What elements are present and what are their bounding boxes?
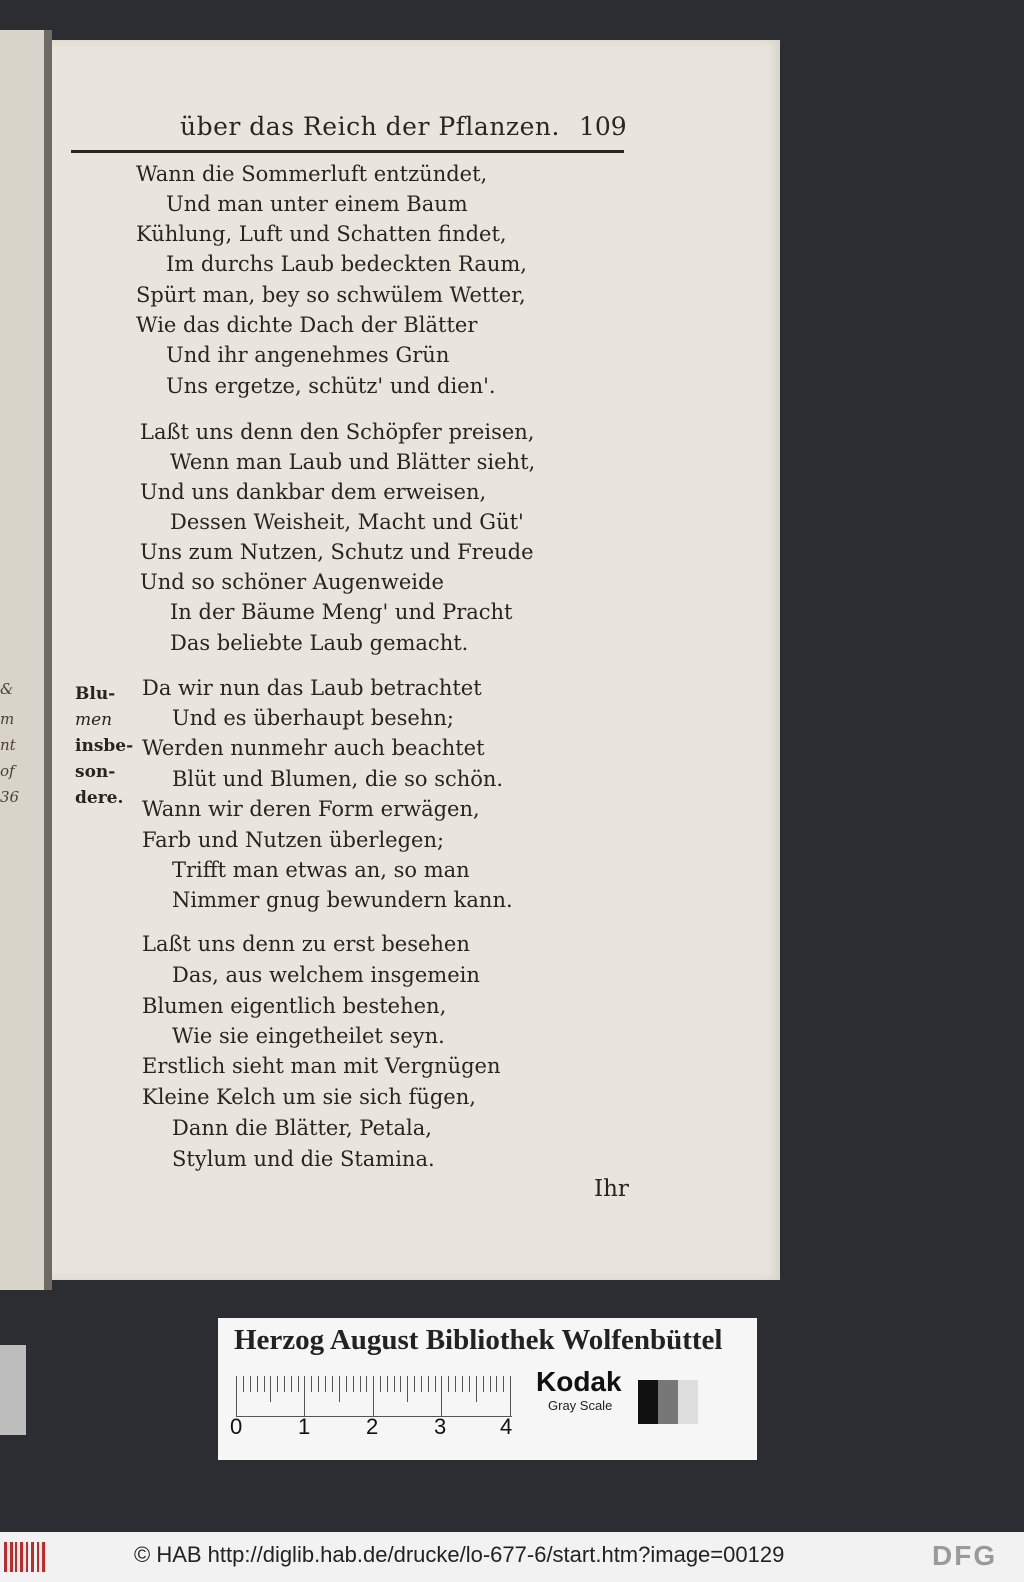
copyright-link[interactable]: © HAB http://diglib.hab.de/drucke/lo-677-6/start.htm?image=00129 <box>134 1542 785 1567</box>
verse-line: Dann die Blätter, Petala, <box>172 1116 432 1140</box>
verse-line: Spürt man, bey so schwülem Wetter, <box>136 283 526 307</box>
verse-line: Uns ergetze, schütz' und dien'. <box>166 374 496 398</box>
verse-line: Dessen Weisheit, Macht und Güt' <box>170 510 524 534</box>
gray-swatch-light <box>678 1380 698 1424</box>
running-title: über das Reich der Pflanzen. <box>180 112 560 141</box>
left-fragment: & <box>0 680 14 698</box>
verse-line: Stylum und die Stamina. <box>172 1147 435 1171</box>
verse-line: Das beliebte Laub gemacht. <box>170 631 469 655</box>
verse-line: Erstlich sieht man mit Vergnügen <box>142 1054 501 1078</box>
shelf-label <box>0 1345 26 1435</box>
margin-note-line: dere. <box>75 788 124 808</box>
verse-line: Wie sie eingetheilet seyn. <box>172 1024 445 1048</box>
verse-line: Und ihr angenehmes Grün <box>166 343 450 367</box>
verse-line: Nimmer gnug bewundern kann. <box>172 888 513 912</box>
verse-line: Im durchs Laub bedeckten Raum, <box>166 252 527 276</box>
verse-line: Uns zum Nutzen, Schutz und Freude <box>140 540 534 564</box>
ruler-number: 4 <box>500 1414 513 1439</box>
verse-line: Und so schöner Augenweide <box>140 570 444 594</box>
verse-line: Wenn man Laub und Blätter sieht, <box>170 450 536 474</box>
left-page-edge <box>0 30 46 1290</box>
page-number: 109 <box>579 112 627 141</box>
verse-line: Laßt uns denn den Schöpfer preisen, <box>140 420 535 444</box>
ruler-number: 2 <box>366 1414 379 1439</box>
book-gutter <box>44 30 52 1290</box>
gray-scale-label: Gray Scale <box>548 1398 613 1413</box>
ruler-number: 0 <box>230 1414 243 1439</box>
verse-line: Wie das dichte Dach der Blätter <box>136 313 478 337</box>
kodak-logo: Kodak <box>536 1366 622 1397</box>
barcode-icon <box>4 1542 48 1572</box>
verse-line: Und uns dankbar dem erweisen, <box>140 480 487 504</box>
left-fragment: 36 <box>0 788 20 806</box>
footer-bar <box>0 1532 1024 1582</box>
margin-note-line: Blu- <box>75 684 116 704</box>
verse-line: Blumen eigentlich bestehen, <box>142 994 447 1018</box>
verse-line: Wann die Sommerluft entzündet, <box>136 162 488 186</box>
verse-line: Und es überhaupt besehn; <box>172 706 454 730</box>
verse-line: Trifft man etwas an, so man <box>172 858 470 882</box>
gray-swatch-mid <box>658 1380 678 1424</box>
ruler-number: 1 <box>298 1414 311 1439</box>
verse-line: Kühlung, Luft und Schatten findet, <box>136 222 507 246</box>
dfg-logo: DFG <box>932 1540 998 1571</box>
verse-line: Wann wir deren Form erwägen, <box>142 797 480 821</box>
left-fragment: nt <box>0 736 16 754</box>
verse-line: Kleine Kelch um sie sich fügen, <box>142 1085 476 1109</box>
header-rule <box>71 150 624 153</box>
margin-note-line: insbe- <box>75 736 134 756</box>
verse-line: Laßt uns denn zu erst besehen <box>142 932 470 956</box>
margin-note-line: men <box>75 710 113 730</box>
verse-line: Farb und Nutzen überlegen; <box>142 828 445 852</box>
left-fragment: m <box>0 710 15 728</box>
verse-line: Und man unter einem Baum <box>166 192 468 216</box>
margin-note-line: son- <box>75 762 116 782</box>
color-scale-card <box>218 1318 757 1460</box>
verse-line: In der Bäume Meng' und Pracht <box>170 600 513 624</box>
verse-line: Da wir nun das Laub betrachtet <box>142 676 482 700</box>
ruler-number: 3 <box>434 1414 447 1439</box>
gray-swatch-black <box>638 1380 658 1424</box>
catchword: Ihr <box>594 1176 629 1202</box>
verse-line: Werden nunmehr auch beachtet <box>142 736 485 760</box>
library-name: Herzog August Bibliothek Wolfenbüttel <box>234 1324 723 1356</box>
verse-line: Blüt und Blumen, die so schön. <box>172 767 504 791</box>
left-fragment: of <box>0 762 15 780</box>
verse-line: Das, aus welchem insgemein <box>172 963 480 987</box>
